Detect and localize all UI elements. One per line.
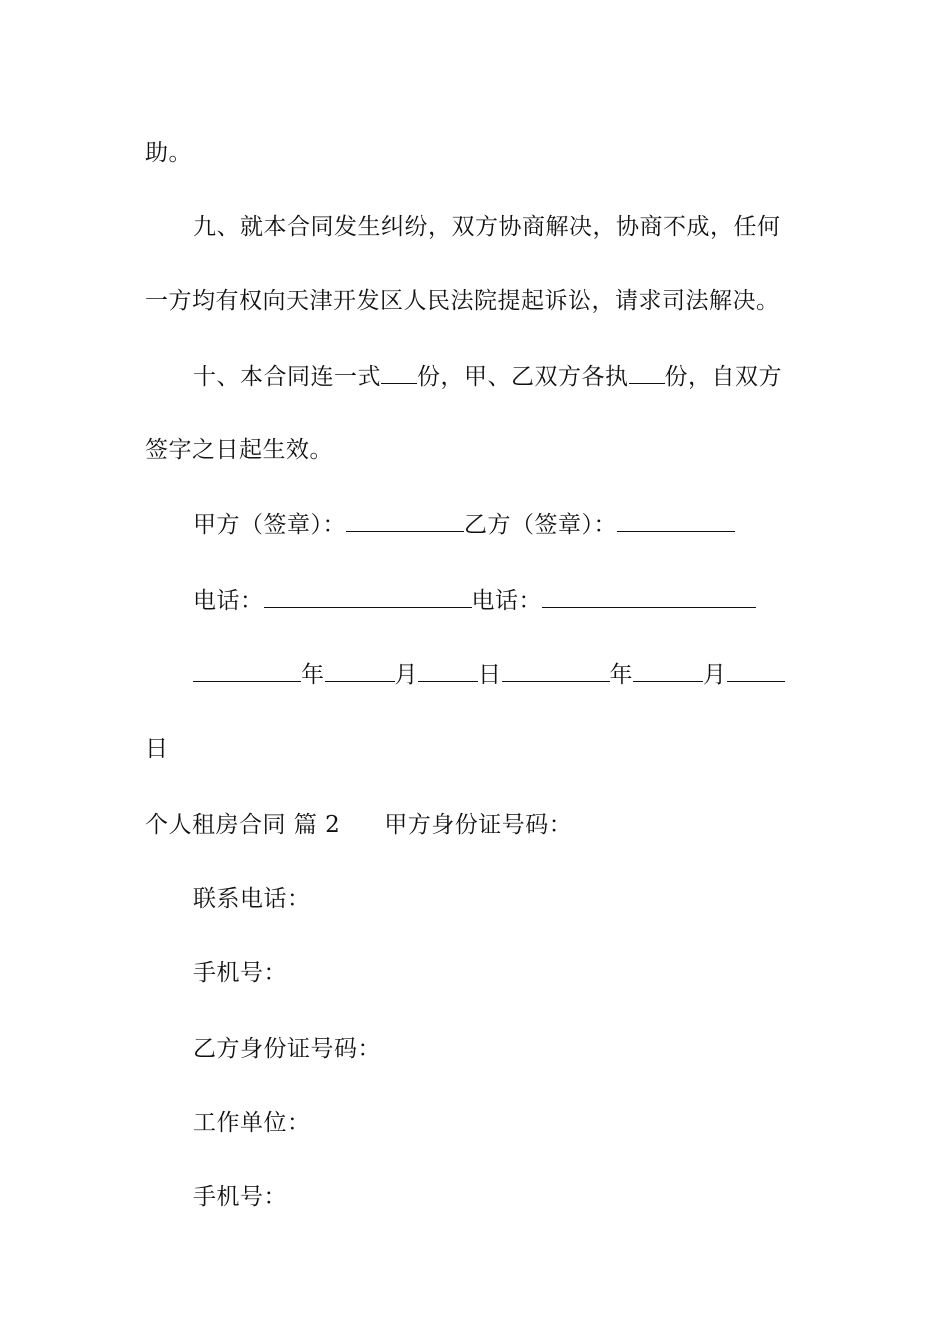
clause-ten-part-1: 十、本合同连一式 [193, 364, 381, 390]
contract-title: 个人租房合同 [145, 812, 286, 838]
party-a-id-label: 甲方身份证号码： [384, 812, 573, 838]
contract-part-number: 篇 2 [293, 812, 341, 838]
party-b-phone-label: 电话： [471, 588, 542, 614]
text-line [193, 361, 810, 392]
party-b-signature-blank [617, 509, 735, 532]
month-blank-2 [633, 659, 703, 682]
phone-line [193, 585, 810, 616]
section-heading [145, 810, 810, 840]
field-line [193, 958, 810, 988]
mobile-label-1: 手机号： [193, 960, 287, 986]
field-line [193, 884, 810, 914]
day-label-2: 日 [145, 736, 169, 762]
year-label-1: 年 [301, 662, 325, 688]
month-label-1: 月 [394, 662, 418, 688]
text-line [145, 734, 810, 764]
year-blank-1 [193, 659, 301, 682]
field-line [193, 1182, 810, 1212]
year-blank-2 [502, 659, 610, 682]
day-label-1: 日 [478, 662, 502, 688]
party-a-phone-label: 电话： [193, 588, 264, 614]
clause-nine-line-1: 九、就本合同发生纠纷，双方协商解决，协商不成，任何 [193, 214, 781, 240]
month-label-2: 月 [703, 662, 727, 688]
copies-each-blank [629, 361, 665, 384]
party-b-signature-label: 乙方（签章）： [464, 512, 617, 538]
text-line [193, 212, 810, 242]
party-b-phone-blank [542, 585, 756, 608]
text-line [145, 435, 810, 465]
work-unit-label: 工作单位： [193, 1110, 311, 1136]
party-b-id-label: 乙方身份证号码： [193, 1036, 381, 1062]
mobile-label-2: 手机号： [193, 1184, 287, 1210]
text-line [145, 138, 810, 168]
copies-total-blank [381, 361, 417, 384]
clause-ten-part-3: 份，自双方 [664, 364, 782, 390]
signature-line [193, 509, 810, 540]
paragraph-continuation: 助。 [145, 140, 192, 166]
party-a-phone-blank [264, 585, 472, 608]
contact-phone-label: 联系电话： [193, 886, 311, 912]
party-a-signature-blank [346, 509, 464, 532]
clause-ten-line-2: 签字之日起生效。 [145, 437, 333, 463]
party-a-signature-label: 甲方（签章）： [193, 512, 346, 538]
clause-ten-part-2: 份，甲、乙双方各执 [417, 364, 629, 390]
field-line [193, 1108, 810, 1138]
date-line [193, 659, 810, 690]
day-blank-2 [727, 659, 785, 682]
text-line [145, 286, 810, 316]
year-label-2: 年 [609, 662, 633, 688]
clause-nine-line-2: 一方均有权向天津开发区人民法院提起诉讼，请求司法解决。 [145, 288, 780, 314]
field-line [193, 1034, 810, 1064]
day-blank-1 [418, 659, 478, 682]
month-blank-1 [325, 659, 395, 682]
